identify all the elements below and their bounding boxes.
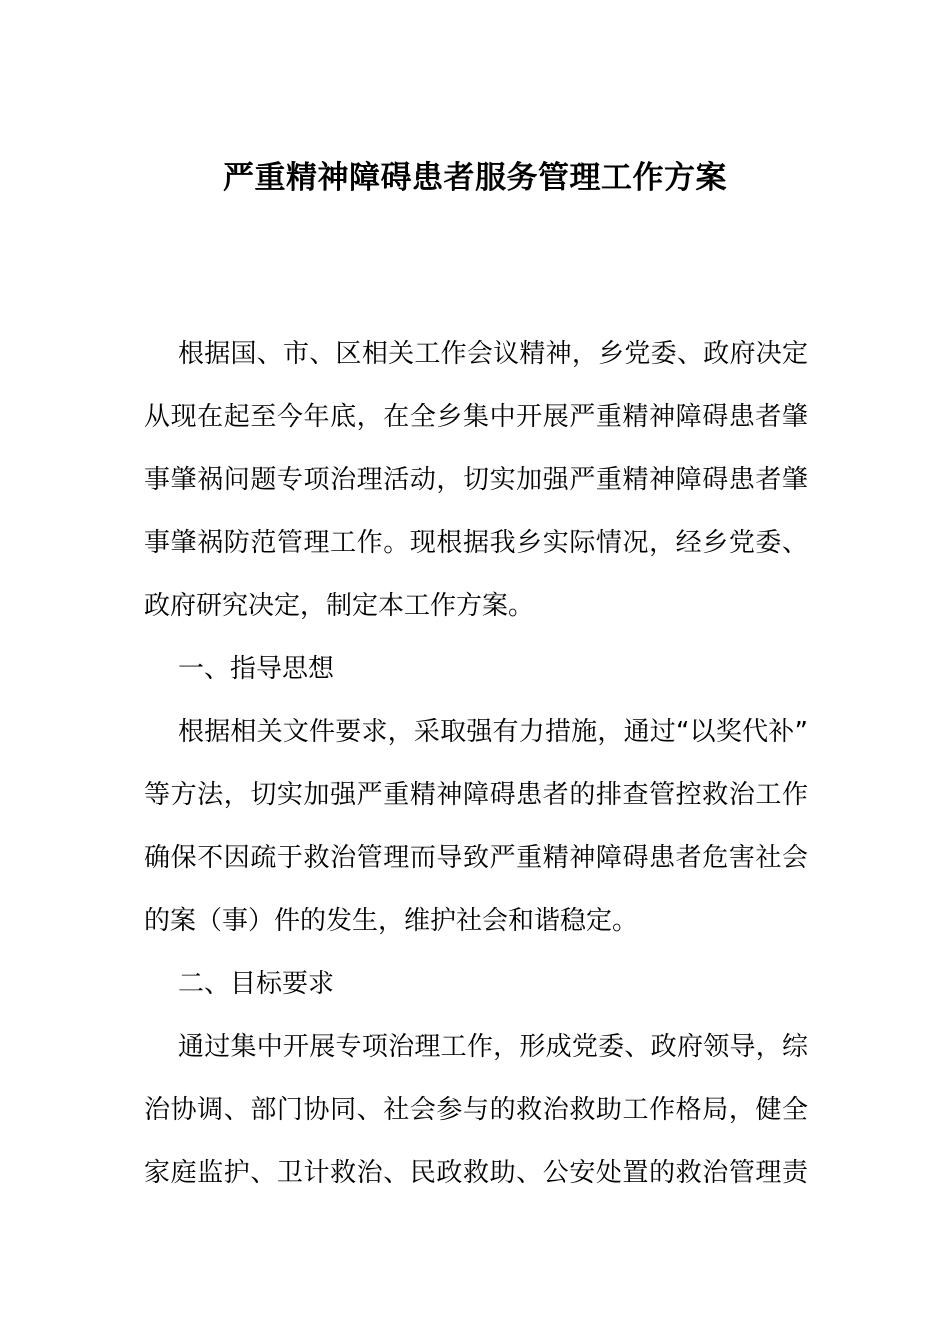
paragraph-line: 通过集中开展专项治理工作，形成党委、政府领导，综 <box>178 1032 808 1062</box>
paragraph-line: 家庭监护、卫计救治、民政救助、公安处置的救治管理责 <box>144 1158 808 1188</box>
paragraph-line: 根据国、市、区相关工作会议精神，乡党委、政府决定 <box>178 339 808 369</box>
document-body <box>144 323 808 1205</box>
paragraph-line: 政府研究决定，制定本工作方案。 <box>144 591 535 621</box>
section-heading: 一、指导思想 <box>178 654 335 684</box>
paragraph-line: 事肇祸问题专项治理活动，切实加强严重精神障碍患者肇 <box>144 465 808 495</box>
paragraph-line: 等方法，切实加强严重精神障碍患者的排查管控救治工作 <box>144 780 808 810</box>
paragraph-line: 确保不因疏于救治管理而导致严重精神障碍患者危害社会 <box>144 843 808 873</box>
paragraph-line: 事肇祸防范管理工作。现根据我乡实际情况，经乡党委、 <box>144 528 808 558</box>
paragraph-line: 的案（事）件的发生，维护社会和谐稳定。 <box>144 906 639 936</box>
section-heading: 二、目标要求 <box>178 969 335 999</box>
paragraph-line: 根据相关文件要求，采取强有力措施，通过“以奖代补” <box>178 717 808 747</box>
paragraph-line: 治协调、部门协同、社会参与的救治救助工作格局，健全 <box>144 1095 808 1125</box>
paragraph-line: 从现在起至今年底，在全乡集中开展严重精神障碍患者肇 <box>144 402 808 432</box>
document-title: 严重精神障碍患者服务管理工作方案 <box>223 160 727 196</box>
